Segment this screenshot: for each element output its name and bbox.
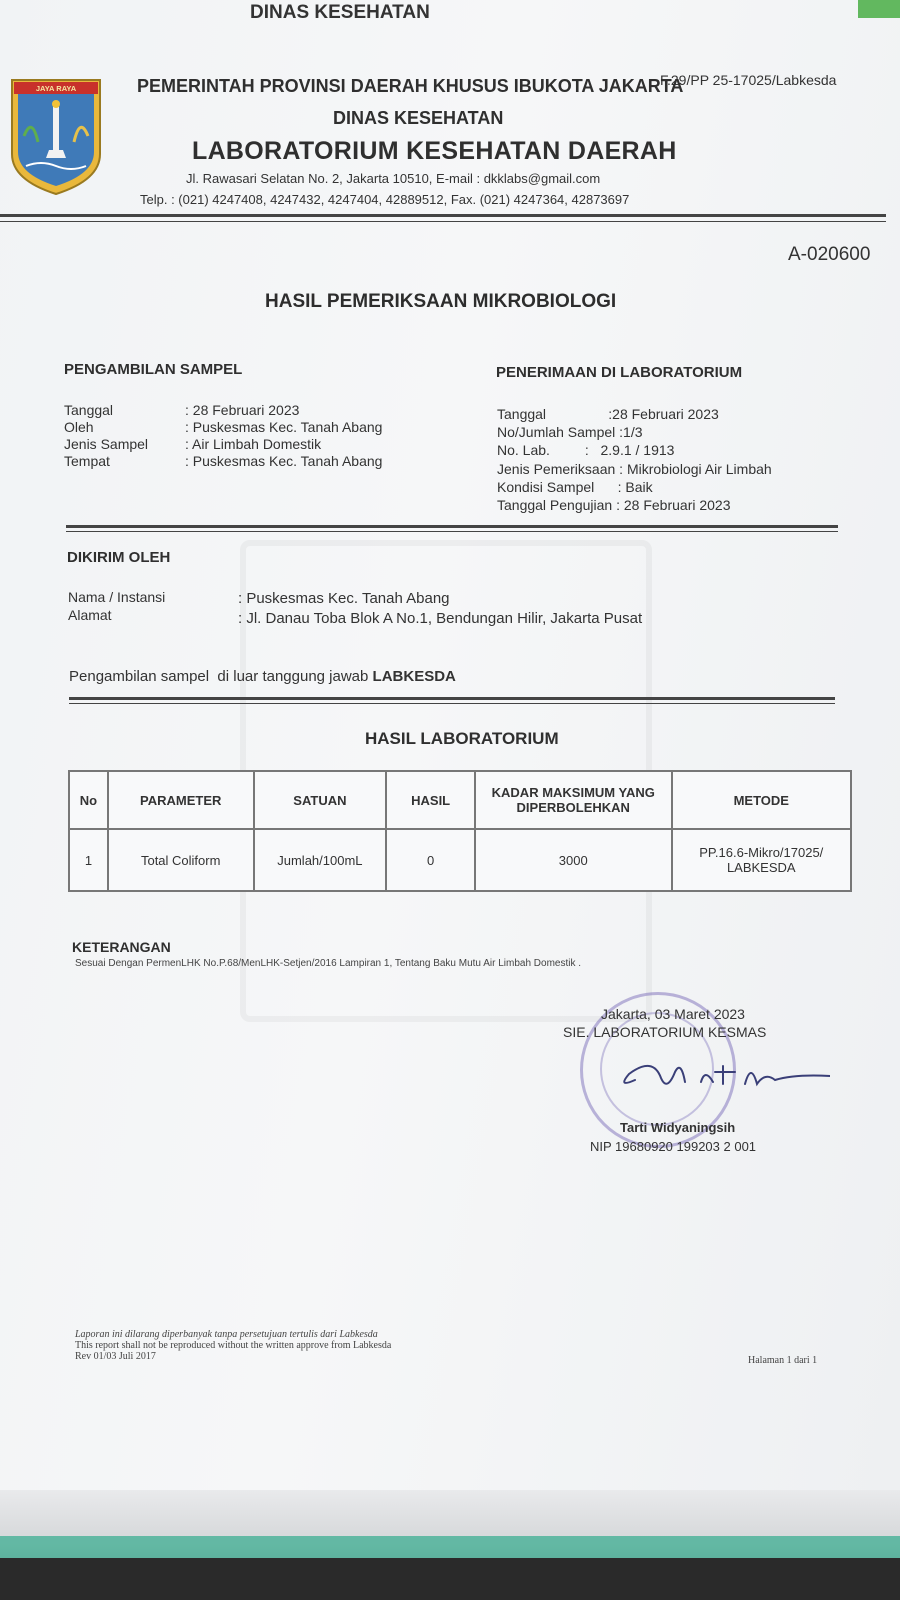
signatory-nip: NIP 19680920 199203 2 001 — [590, 1139, 757, 1154]
header-address: Jl. Rawasari Selatan No. 2, Jakarta 10510, E-mail : dkklabs@gmail.com — [186, 171, 601, 186]
sampling-label: Tanggal — [64, 402, 114, 418]
table-cell: 0 — [386, 829, 475, 891]
header-laboratory: LABORATORIUM KESEHATAN DAERAH — [192, 137, 677, 165]
column-header: SATUAN — [254, 771, 387, 829]
sampling-heading: PENGAMBILAN SAMPEL — [64, 361, 243, 378]
table-cell: Jumlah/100mL — [254, 829, 387, 891]
jakarta-emblem-icon — [8, 76, 104, 196]
sampling-value: : 28 Februari 2023 — [185, 402, 300, 418]
report-number: A-020600 — [788, 244, 871, 265]
signatory-name: Tarti Widyaningsih — [620, 1120, 736, 1135]
sampling-label: Oleh — [64, 419, 94, 435]
sender-value: : Jl. Danau Toba Blok A No.1, Bendungan Hilir, Jakarta Pusat — [238, 610, 643, 627]
disclaimer-text: Pengambilan sampel di luar tanggung jawab — [69, 668, 373, 685]
footer-note-en: This report shall not be reproduced without the written approve from Labkesda — [75, 1340, 392, 1351]
report-title: HASIL PEMERIKSAAN MIKROBIOLOGI — [265, 291, 617, 312]
table-cell: 1 — [69, 829, 108, 891]
sampling-label: Tempat — [64, 453, 110, 469]
reception-line: Tanggal Pengujian : 28 Februari 2023 — [497, 497, 731, 513]
background-corner — [858, 0, 900, 18]
background-strip — [0, 1536, 900, 1558]
column-header: METODE — [672, 771, 851, 829]
reception-heading: PENERIMAAN DI LABORATORIUM — [496, 364, 743, 381]
section-rule-thin — [69, 703, 835, 704]
sender-value: : Puskesmas Kec. Tanah Abang — [238, 590, 450, 607]
disclaimer-emphasis: LABKESDA — [372, 668, 456, 685]
sampling-value: : Puskesmas Kec. Tanah Abang — [185, 453, 383, 469]
footer-note-id: Laporan ini dilarang diperbanyak tanpa persetujuan tertulis dari Labkesda — [75, 1329, 378, 1340]
signature-place-date: Jakarta, 03 Maret 2023 — [601, 1006, 745, 1022]
reception-line: No/Jumlah Sampel :1/3 — [497, 424, 643, 440]
header-government: PEMERINTAH PROVINSI DAERAH KHUSUS IBUKOTA JAKARTA — [137, 76, 684, 96]
results-table — [68, 770, 852, 892]
header-department: DINAS KESEHATAN — [333, 108, 504, 128]
reception-line: Jenis Pemeriksaan : Mikrobiologi Air Limbah — [497, 461, 772, 477]
header-phone: Telp. : (021) 4247408, 4247432, 4247404, 42889512, Fax. (021) 4247364, 42873697 — [140, 192, 630, 207]
table-row — [69, 829, 851, 891]
reception-line: Tanggal :28 Februari 2023 — [497, 406, 719, 422]
page-number: Halaman 1 dari 1 — [748, 1355, 818, 1366]
sender-label: Alamat — [68, 607, 112, 623]
notes-text: Sesuai Dengan PermenLHK No.P.68/MenLHK-Setjen/2016 Lampiran 1, Tentang Baku Mutu Air Limbah Domestik . — [75, 958, 582, 969]
sender-label: Nama / Instansi — [68, 589, 166, 605]
cut-header-text: DINAS KESEHATAN — [250, 2, 430, 23]
header-rule-thin — [0, 221, 886, 222]
footer-revision: Rev 01/03 Juli 2017 — [75, 1351, 156, 1362]
document-code: F.29/PP 25-17025/Labkesda — [660, 72, 837, 88]
column-header: HASIL — [386, 771, 475, 829]
disclaimer — [69, 668, 456, 685]
handwritten-signature — [605, 1052, 830, 1098]
header-rule-thick — [0, 214, 886, 217]
sampling-value: : Air Limbah Domestik — [185, 436, 322, 452]
sampling-label: Jenis Sampel — [64, 436, 149, 452]
sender-heading: DIKIRIM OLEH — [67, 549, 171, 566]
emblem-banner-text: JAYA RAYA — [35, 84, 77, 93]
column-header: PARAMETER — [108, 771, 254, 829]
notes-heading: KETERANGAN — [72, 939, 171, 955]
table-cell: 3000 — [475, 829, 672, 891]
table-cell: PP.16.6-Mikro/17025/ LABKESDA — [672, 829, 851, 891]
section-rule — [66, 525, 838, 528]
table-header-row — [69, 771, 851, 829]
results-heading: HASIL LABORATORIUM — [365, 729, 559, 748]
sampling-value: : Puskesmas Kec. Tanah Abang — [185, 419, 383, 435]
background-surface — [0, 1558, 900, 1600]
reception-line: No. Lab. : 2.9.1 / 1913 — [497, 442, 675, 458]
section-rule-thin — [66, 531, 838, 532]
column-header: KADAR MAKSIMUM YANG DIPERBOLEHKAN — [475, 771, 672, 829]
signature-unit: SIE. LABORATORIUM KESMAS — [563, 1024, 767, 1040]
table-cell: Total Coliform — [108, 829, 254, 891]
column-header: No — [69, 771, 108, 829]
section-rule — [69, 697, 835, 700]
reception-line: Kondisi Sampel : Baik — [497, 479, 653, 495]
